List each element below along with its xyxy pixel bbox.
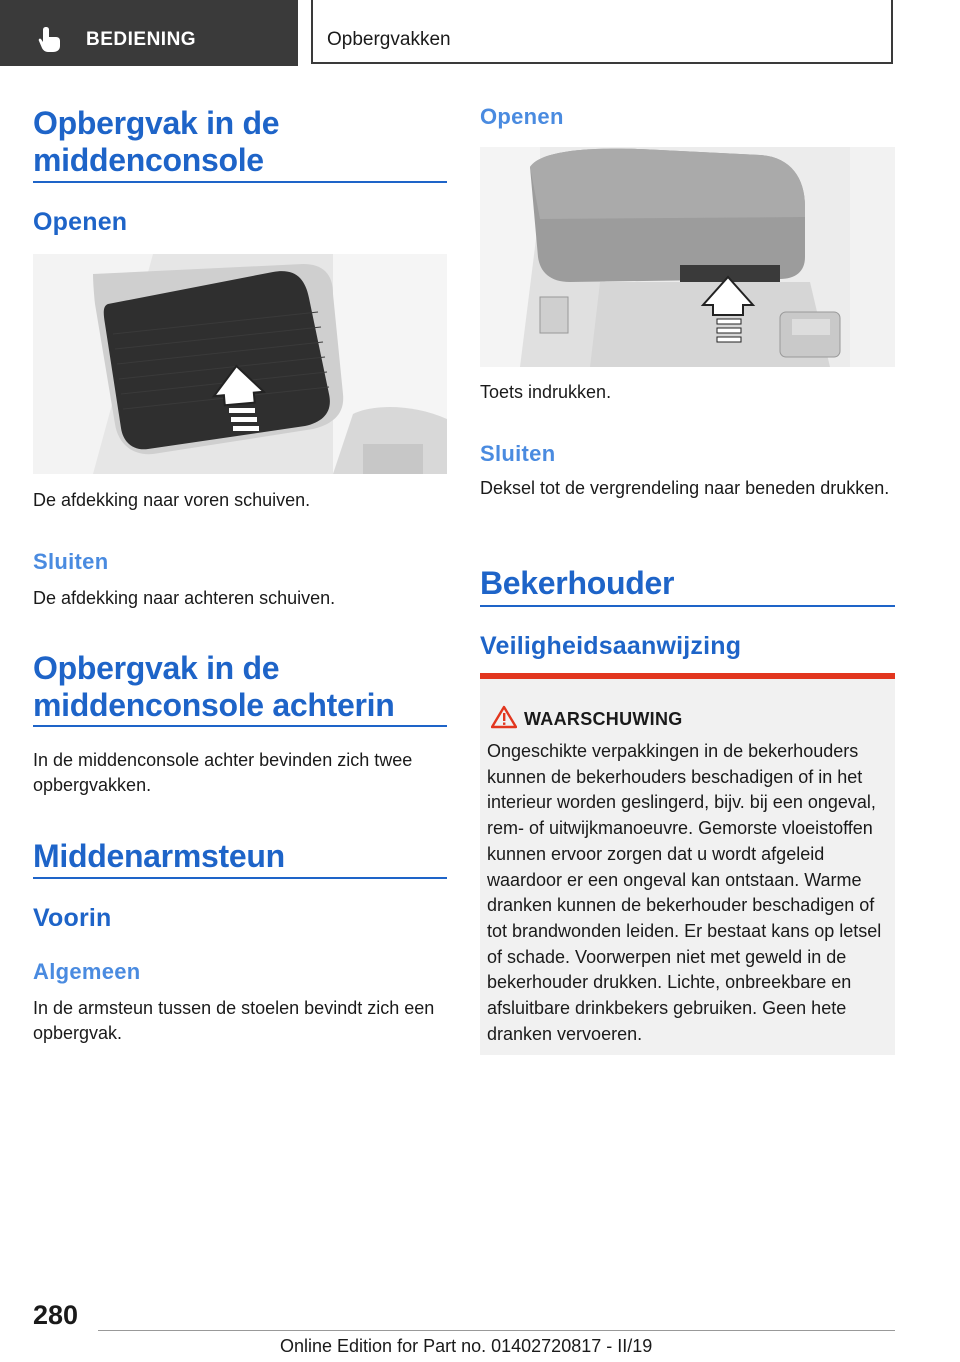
heading-openen-armsteun: Openen [480,104,564,129]
chapter-label: Opbergvakken [327,29,451,50]
heading-rule [33,725,447,727]
warning-title: WAARSCHUWING [524,709,683,729]
warning-triangle-icon [491,705,517,729]
heading-rule [33,181,447,183]
heading-rule [33,877,447,879]
warning-text: Ongeschikte verpakkingen in de bekerhouders kunnen de bekerhouders beschadigen of in het interieur worden geslingerd, bijv. bij een ongeval, rem- of uitwijkmanoeuvre. Gemorste vloeistoffen kunnen ervoor zorgen dat u wordt afgeleid waardoor er een ongeval kan ontstaan. Warme dranken kunnen de bekerhouder beschadigen of tot brandwonden leiden. Er bestaat kans op letsel of schade. Voorwerpen niet met geweld in de bekerhouder drukken. Lichte, onbreekbare en afsluitbare drinkbekers gebruiken. Geen hete dranken vervoeren. [487,741,882,1044]
heading-veiligheidsaanwijzing: Veiligheidsaanwijzing [480,632,742,660]
header-section-tab [0,0,298,66]
section-label: BEDIENING [86,29,197,50]
caption-openen: De afdekking naar voren schuiven. [33,490,311,510]
photo-armrest [480,147,895,367]
footer-edition: Online Edition for Part no. 01402720817 - II/19 [280,1336,653,1356]
heading-sluiten: Sluiten [33,549,109,574]
text-sluiten-armsteun: Deksel tot de vergrendeling naar beneden drukken. [480,478,890,498]
header-chapter-tab [311,0,893,64]
heading-voorin: Voorin [33,904,112,932]
heading-algemeen: Algemeen [33,959,141,984]
heading-sluiten-armsteun: Sluiten [480,441,556,466]
heading-rule [480,605,895,607]
heading-openen: Openen [33,208,128,236]
footer-rule [98,1330,895,1331]
hand-pointer-icon [36,24,66,54]
warning-box [480,673,895,1055]
page-number: 280 [33,1300,79,1330]
heading-opbergvak-achterin: Opbergvak in de middenconsole achterin [33,650,395,723]
text-achterin: In de middenconsole achter bevinden zich twee opbergvakken. [33,750,413,795]
heading-middenarmsteun: Middenarmsteun [33,838,285,874]
text-algemeen: In de armsteun tussen de stoelen bevindt zich een opbergvak. [33,998,435,1043]
heading-opbergvak-middenconsole: Opbergvak in de middenconsole [33,105,280,178]
photo-console-cover [33,254,447,474]
heading-bekerhouder: Bekerhouder [480,565,675,601]
text-sluiten: De afdekking naar achteren schuiven. [33,588,336,608]
caption-armsteun: Toets indrukken. [480,382,612,402]
